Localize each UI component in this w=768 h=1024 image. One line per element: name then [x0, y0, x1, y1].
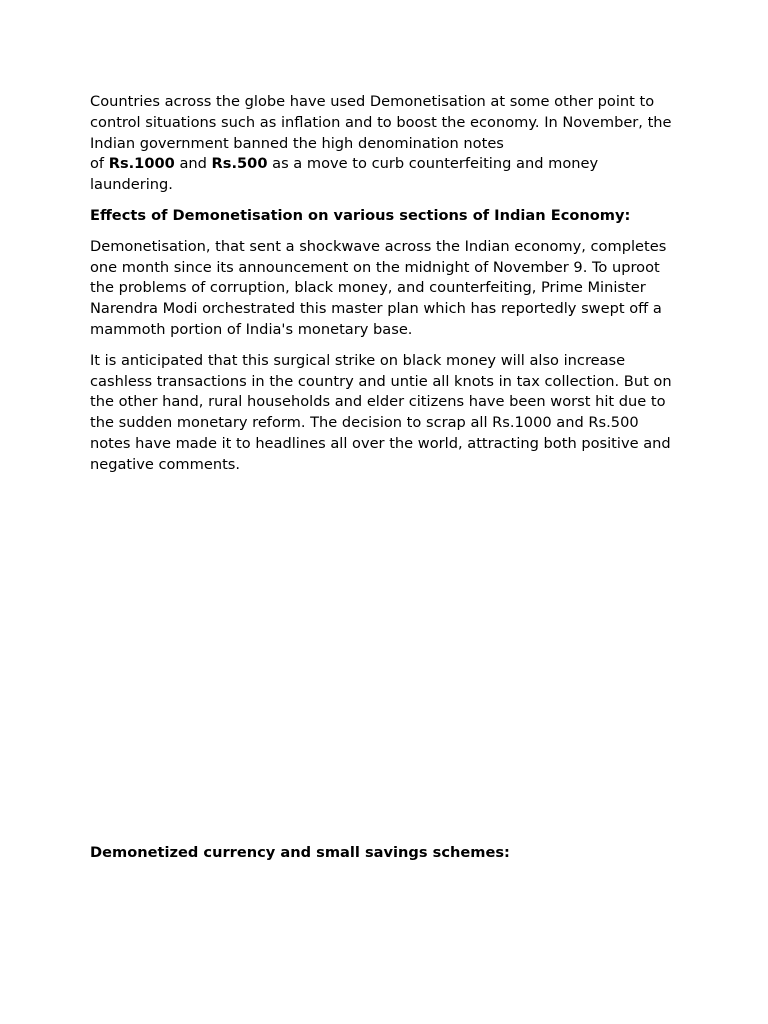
section-heading-savings: Demonetized currency and small savings schemes: — [90, 844, 510, 861]
intro-text-b: of — [90, 155, 109, 173]
intro-text-c: and — [174, 155, 212, 173]
intro-bold-rs1000: Rs.1000 — [108, 155, 175, 173]
intro-text-a: Countries across the globe have used Demonetisation at some other point to control situations such as inflation and to boost the economy. In November, the Indian government banned the high denomination notes — [90, 93, 672, 152]
intro-paragraph — [90, 92, 680, 196]
effects-paragraph-2: It is anticipated that this surgical strike on black money will also increase cashless transactions in the country and untie all knots in tax collection. But on the other hand, rural households and elder citizens have been worst hit due to the sudden monetary reform. The decision to scrap all Rs.1000 and Rs.500 notes have made it to headlines all over the world, attracting both positive and negative comments. — [90, 351, 672, 473]
document-body — [90, 92, 680, 486]
section-heading-effects: Effects of Demonetisation on various sections of Indian Economy: — [90, 206, 631, 224]
intro-bold-rs500: Rs.500 — [211, 155, 268, 173]
effects-paragraph-1: Demonetisation, that sent a shockwave across the Indian economy, completes one month since its announcement on the midnight of November 9. To uproot the problems of corruption, black money, and counterfeiting, Prime Minister Narendra Modi orchestrated this master plan which has reportedly swept off a mammoth portion of India's monetary base. — [90, 237, 667, 338]
intro-text-d: as a move to curb counterfeiting and money laundering. — [90, 155, 599, 194]
